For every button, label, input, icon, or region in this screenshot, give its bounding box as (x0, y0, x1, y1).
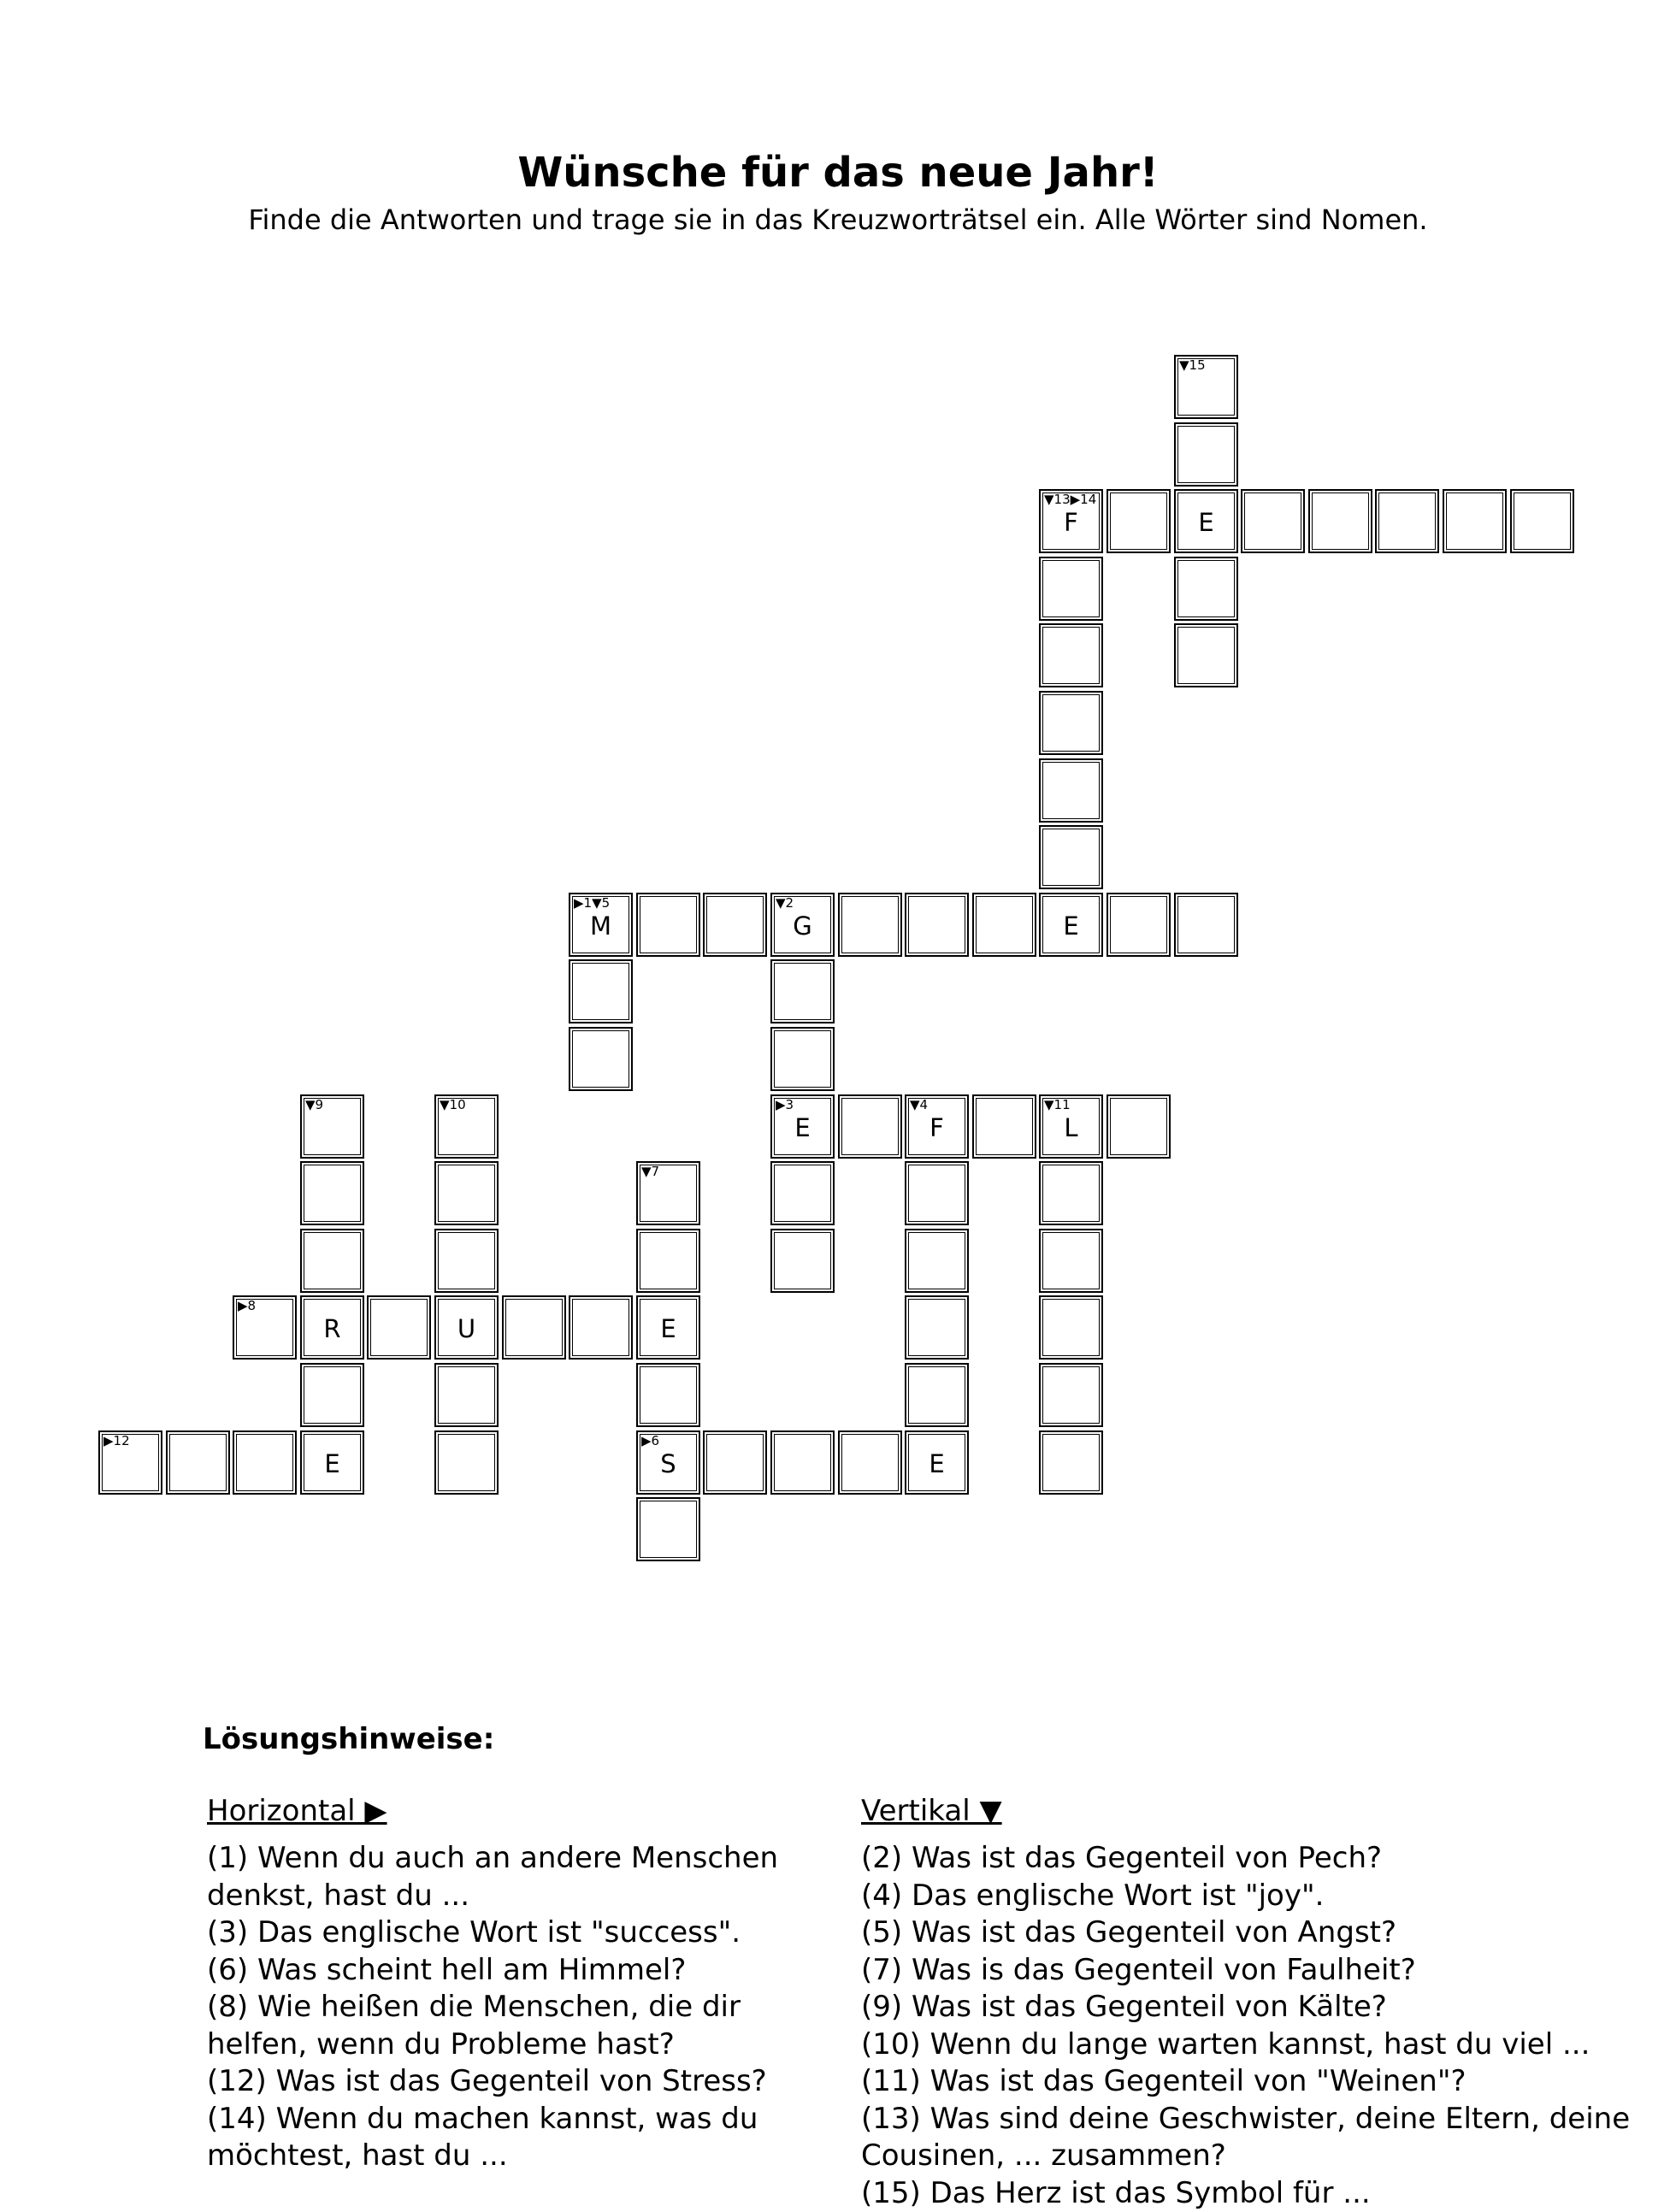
horizontal-heading: Horizontal ▶ (207, 1794, 387, 1828)
clue-number: ▼15 (1179, 358, 1206, 372)
grid-cell[interactable] (569, 959, 633, 1023)
given-letter: E (772, 1113, 833, 1142)
grid-cell[interactable] (300, 1430, 364, 1495)
given-letter: M (570, 911, 631, 941)
grid-cell[interactable] (770, 1229, 835, 1293)
grid-cell[interactable] (434, 1161, 499, 1225)
clue-number: ▶12 (103, 1434, 130, 1448)
page-title: Wünsche für das neue Jahr! (0, 149, 1676, 197)
grid-cell[interactable] (1107, 893, 1171, 957)
grid-cell[interactable] (1510, 489, 1574, 553)
clue-item: (4) Das englische Wort ist "joy". (861, 1878, 1631, 1915)
grid-cell[interactable] (1174, 893, 1238, 957)
grid-cell[interactable] (905, 1430, 969, 1495)
grid-cell[interactable] (972, 1094, 1036, 1159)
clue-item: (1) Wenn du auch an andere Menschen denkst, hast du ... (207, 1840, 840, 1914)
grid-cell[interactable] (434, 1430, 499, 1495)
grid-cell[interactable] (636, 1497, 700, 1561)
grid-cell[interactable] (300, 1295, 364, 1360)
grid-cell[interactable] (1443, 489, 1507, 553)
grid-cell[interactable] (770, 959, 835, 1023)
horizontal-clue-list (207, 1840, 840, 2175)
given-letter: G (772, 911, 833, 941)
given-letter: E (638, 1314, 699, 1343)
clue-item: (3) Das englische Wort ist "success". (207, 1914, 840, 1952)
grid-cell[interactable] (367, 1295, 431, 1360)
given-letter: F (1041, 508, 1101, 537)
grid-cell[interactable] (838, 1094, 902, 1159)
grid-cell[interactable] (770, 1430, 835, 1495)
grid-cell[interactable] (569, 1295, 633, 1360)
clue-number: ▼4 (910, 1098, 928, 1112)
grid-cell[interactable] (1039, 489, 1103, 553)
grid-cell[interactable] (434, 1229, 499, 1293)
grid-cell[interactable] (1039, 1161, 1103, 1225)
clue-number: ▶1▼5 (574, 896, 610, 910)
grid-cell[interactable] (770, 893, 835, 957)
given-letter: F (906, 1113, 967, 1142)
clue-number: ▼7 (641, 1165, 659, 1178)
grid-cell[interactable] (1039, 893, 1103, 957)
given-letter: S (638, 1449, 699, 1478)
clue-number: ▶6 (641, 1434, 659, 1448)
grid-cell[interactable] (636, 1161, 700, 1225)
grid-cell[interactable] (569, 893, 633, 957)
given-letter: E (1041, 911, 1101, 941)
grid-cell[interactable] (636, 1430, 700, 1495)
grid-cell[interactable] (434, 1363, 499, 1427)
grid-cell[interactable] (1039, 557, 1103, 621)
grid-cell[interactable] (233, 1295, 297, 1360)
grid-cell[interactable] (1039, 758, 1103, 823)
clue-item: (7) Was is das Gegenteil von Faulheit? (861, 1952, 1631, 1990)
grid-cell[interactable] (1375, 489, 1439, 553)
grid-cell[interactable] (1308, 489, 1372, 553)
grid-cell[interactable] (636, 1363, 700, 1427)
grid-cell[interactable] (972, 893, 1036, 957)
grid-cell[interactable] (1174, 422, 1238, 487)
grid-cell[interactable] (703, 893, 767, 957)
grid-cell[interactable] (905, 1295, 969, 1360)
grid-cell[interactable] (1039, 1363, 1103, 1427)
grid-cell[interactable] (905, 893, 969, 957)
grid-cell[interactable] (905, 1229, 969, 1293)
grid-cell[interactable] (838, 1430, 902, 1495)
given-letter: L (1041, 1113, 1101, 1142)
grid-cell[interactable] (1174, 557, 1238, 621)
grid-cell[interactable] (1039, 623, 1103, 687)
grid-cell[interactable] (770, 1094, 835, 1159)
clue-number: ▼13▶14 (1044, 493, 1096, 506)
grid-cell[interactable] (1039, 1295, 1103, 1360)
grid-cell[interactable] (1039, 1430, 1103, 1495)
grid-cell[interactable] (905, 1363, 969, 1427)
grid-cell[interactable] (1174, 489, 1238, 553)
grid-cell[interactable] (300, 1229, 364, 1293)
given-letter: E (302, 1449, 363, 1478)
clue-number: ▶8 (238, 1299, 256, 1312)
grid-cell[interactable] (703, 1430, 767, 1495)
clue-item: (12) Was ist das Gegenteil von Stress? (207, 2063, 840, 2101)
vertical-heading: Vertikal ▼ (861, 1794, 1002, 1828)
grid-cell[interactable] (300, 1161, 364, 1225)
grid-cell[interactable] (1039, 825, 1103, 889)
grid-cell[interactable] (434, 1094, 499, 1159)
clue-number: ▼10 (440, 1098, 466, 1112)
grid-cell[interactable] (1039, 691, 1103, 755)
grid-cell[interactable] (166, 1430, 230, 1495)
clue-item: (9) Was ist das Gegenteil von Kälte? (861, 1989, 1631, 2026)
grid-cell[interactable] (770, 1161, 835, 1225)
grid-cell[interactable] (300, 1094, 364, 1159)
given-letter: E (906, 1449, 967, 1478)
grid-cell[interactable] (1039, 1094, 1103, 1159)
grid-cell[interactable] (1107, 1094, 1171, 1159)
given-letter: U (436, 1314, 497, 1343)
grid-cell[interactable] (636, 893, 700, 957)
grid-cell[interactable] (636, 1295, 700, 1360)
given-letter: R (302, 1314, 363, 1343)
grid-cell[interactable] (838, 893, 902, 957)
grid-cell[interactable] (905, 1161, 969, 1225)
grid-cell[interactable] (98, 1430, 162, 1495)
clue-number: ▶3 (776, 1098, 794, 1112)
instructions-text: Finde die Antworten und trage sie in das Kreuzworträtsel ein. Alle Wörter sind Nomen. (0, 204, 1676, 236)
grid-cell[interactable] (1241, 489, 1305, 553)
grid-cell[interactable] (233, 1430, 297, 1495)
clue-item: (6) Was scheint hell am Himmel? (207, 1952, 840, 1990)
hints-heading: Lösungshinweise: (203, 1722, 494, 1756)
grid-cell[interactable] (1174, 355, 1238, 419)
vertical-clue-list (861, 1840, 1631, 2212)
given-letter: E (1176, 508, 1236, 537)
grid-cell[interactable] (1174, 623, 1238, 687)
clue-item: (15) Das Herz ist das Symbol für ... (861, 2175, 1631, 2212)
clue-item: (2) Was ist das Gegenteil von Pech? (861, 1840, 1631, 1878)
clue-number: ▼11 (1044, 1098, 1071, 1112)
clue-number: ▼9 (305, 1098, 323, 1112)
grid-cell[interactable] (905, 1094, 969, 1159)
grid-cell[interactable] (569, 1027, 633, 1091)
grid-cell[interactable] (1039, 1229, 1103, 1293)
clue-item: (14) Wenn du machen kannst, was du möchtest, hast du ... (207, 2101, 840, 2175)
grid-cell[interactable] (1107, 489, 1171, 553)
grid-cell[interactable] (300, 1363, 364, 1427)
clue-item: (5) Was ist das Gegenteil von Angst? (861, 1914, 1631, 1952)
grid-cell[interactable] (636, 1229, 700, 1293)
grid-cell[interactable] (502, 1295, 566, 1360)
grid-cell[interactable] (434, 1295, 499, 1360)
clue-item: (10) Wenn du lange warten kannst, hast du viel ... (861, 2026, 1631, 2064)
clue-item: (8) Wie heißen die Menschen, die dir helfen, wenn du Probleme hast? (207, 1989, 840, 2063)
grid-cell[interactable] (770, 1027, 835, 1091)
clue-item: (13) Was sind deine Geschwister, deine Eltern, deine Cousinen, ... zusammen? (861, 2101, 1631, 2175)
clue-number: ▼2 (776, 896, 794, 910)
clue-item: (11) Was ist das Gegenteil von "Weinen"? (861, 2063, 1631, 2101)
